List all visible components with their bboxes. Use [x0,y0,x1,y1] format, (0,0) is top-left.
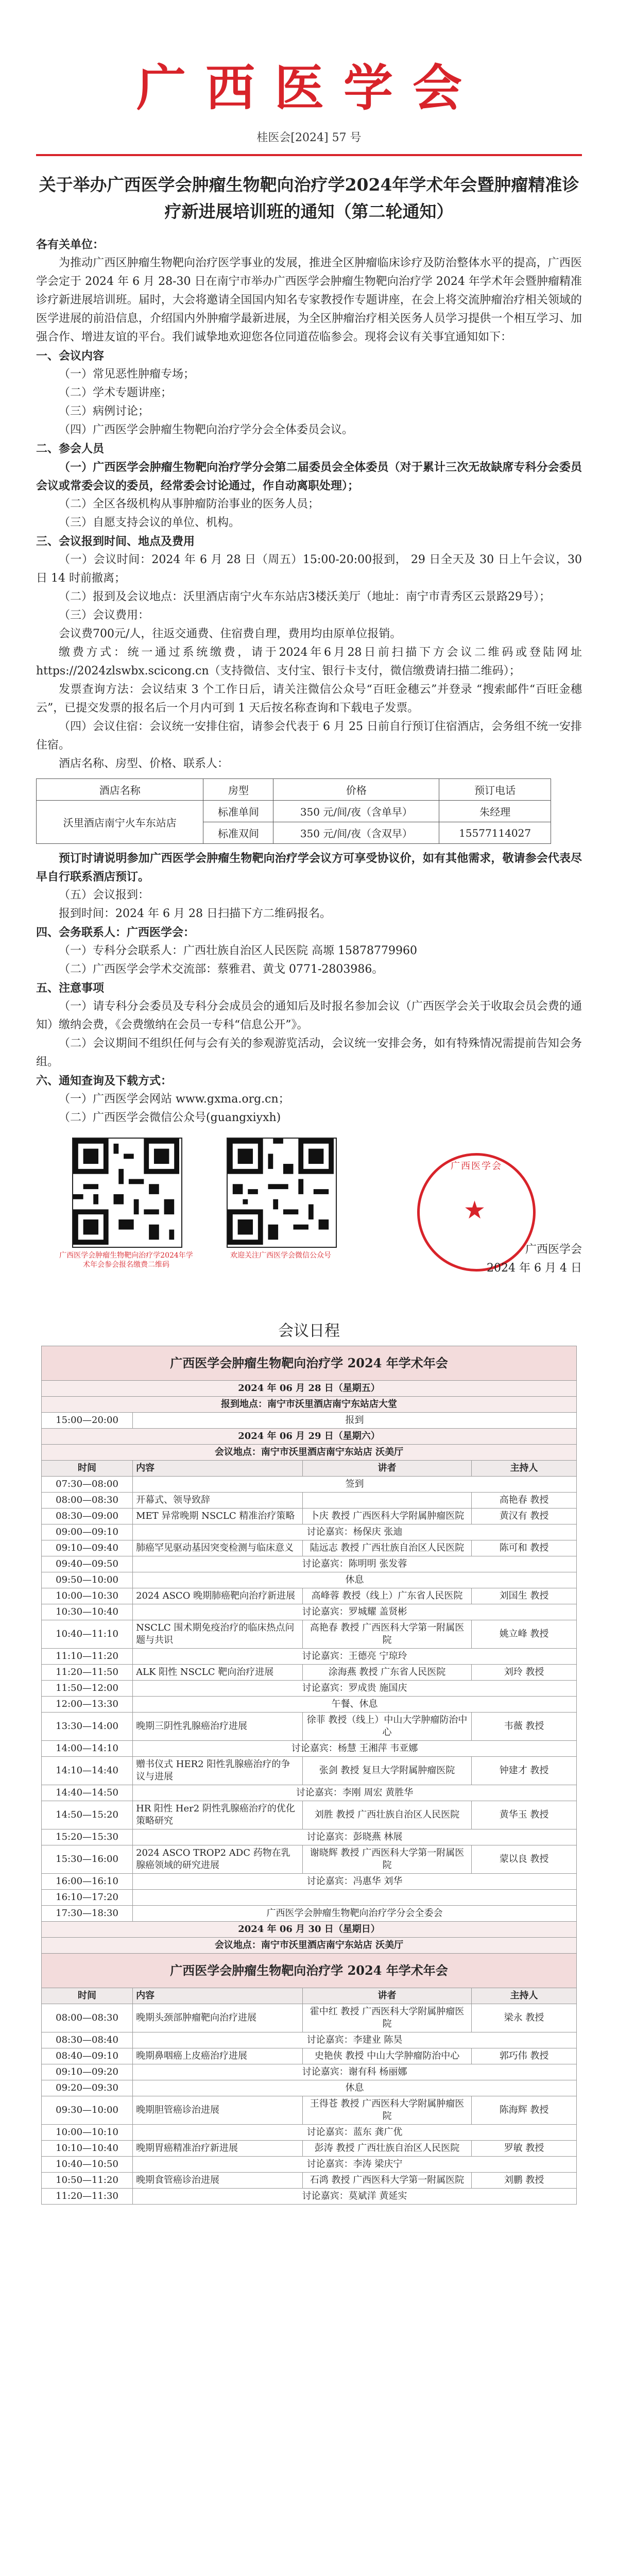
agenda-row [42,1509,577,1524]
agenda-speaker: 卜庆 教授 广西医科大学附属肿瘤医院 [302,1509,471,1524]
agenda-topic: 讨论嘉宾：莫斌洋 黄延实 [133,2189,577,2205]
agenda-row [42,2080,577,2096]
agenda-time: 10:50—11:20 [42,2173,133,2189]
agenda-topic: 2024 ASCO TROP2 ADC 药物在乳腺癌领域的研究进展 [133,1845,303,1874]
agenda-topic: 讨论嘉宾：杨保庆 张迪 [133,1524,577,1540]
agenda-row [42,1890,577,1906]
org-masthead: 广西医学会 [136,59,482,117]
agenda-time: 09:50—10:00 [42,1572,133,1588]
agenda-time: 16:10—17:20 [42,1890,133,1906]
agenda-host: 刘鹏 教授 [472,2173,577,2189]
agenda-col-header: 时间 [42,1988,133,2004]
agenda-time: 09:00—09:10 [42,1524,133,1540]
agenda-topic: ALK 阳性 NSCLC 靶向治疗进展 [133,1665,303,1681]
agenda-host: 郭巧伟 教授 [472,2048,577,2064]
agenda-time: 15:00—20:00 [42,1413,133,1429]
agenda-time: 14:50—15:20 [42,1801,133,1829]
agenda-host: 韦薇 教授 [472,1713,577,1741]
agenda-row [42,1757,577,1785]
agenda-topic: 讨论嘉宾：罗成贵 施国庆 [133,1681,577,1697]
agenda-row [42,1493,577,1509]
section-1-item: （三）病例讨论； [59,405,150,418]
agenda-row [42,1524,577,1540]
section-4-p1: （一）专科分会联系人：广西壮族自治区人民医院 高塬 15878779960 [59,944,417,957]
signature-date: 2024 年 6 月 4 日 [487,1262,582,1275]
agenda-topic: 讨论嘉宾：陈明明 张发蓉 [133,1556,577,1572]
agenda-time: 10:10—10:40 [42,2141,133,2157]
section-6-p2: （二）广西医学会微信公众号(guangxiyxh) [59,1111,281,1124]
room-type: 标准双间 [203,822,273,844]
agenda-topic: 讨论嘉宾：李刚 周宏 黄胜华 [133,1785,577,1801]
agenda-speaker: 霍中红 教授 广西医科大学附属肿瘤医院 [302,2004,471,2032]
agenda-row [42,1906,577,1922]
agenda-col-header: 主持人 [472,1988,577,2004]
section-3-p10: 报到时间：2024 年 6 月 28 日扫描下方二维码报名。 [59,907,331,920]
agenda-speaker [302,1493,471,1509]
agenda-time: 11:20—11:50 [42,1665,133,1681]
agenda-band: 广西医学会肿瘤生物靶向治疗学 2024 年学术年会 [42,1954,577,1988]
agenda-time: 11:20—11:30 [42,2189,133,2205]
hotel-name: 沃里酒店南宁火车东站店 [37,801,203,844]
agenda-time: 14:00—14:10 [42,1741,133,1757]
section-1-item: （四）广西医学会肿瘤生物靶向治疗学分会全体委员会议。 [59,423,354,436]
room-price: 350 元/间/夜（含双早） [273,822,439,844]
agenda-host: 梁永 教授 [472,2004,577,2032]
agenda-col-header: 讲者 [302,1461,471,1477]
section-5-p1: （一）请专科分会委员及专科分会成员会的通知后及时报名参加会议（广西医学会关于收取会员会费的通知）缴纳会费，《会费缴纳在会员一专科“信息公开”》。 [36,1000,582,1031]
agenda-col-header: 讲者 [302,1988,471,2004]
agenda-speaker: 徐菲 教授（线上）中山大学肿瘤防治中心 [302,1713,471,1741]
agenda-topic: 休息 [133,2080,577,2096]
agenda-time: 10:00—10:10 [42,2125,133,2141]
agenda-host: 陈海辉 教授 [472,2096,577,2125]
agenda-row [42,1845,577,1874]
agenda-row [42,1681,577,1697]
agenda-host: 陈可和 教授 [472,1540,577,1556]
agenda-speaker: 石鸿 教授 广西医科大学第一附属医院 [302,2173,471,2189]
booking-note: 预订时请说明参加广西医学会肿瘤生物靶向治疗学会议方可享受协议价，如有其他需求，敬请参会代表尽早自行联系酒店预订。 [36,852,582,884]
agenda-row [42,2032,577,2048]
intro-paragraph: 为推动广西区肿瘤生物靶向治疗医学事业的发展，推进全区肿瘤临床诊疗及防治整体水平的提高，广西医学会定于 2024 年 6 月 28-30 日在南宁市举办广西医学会肿瘤生物靶向治疗学 2024 年学术年会暨肿瘤精准诊疗新进展培训班。届时，大会将邀请全国国内知名专家教授作专题讲座，在会上将交流肿瘤治疗相关领域的医学进展的前沿信息，介绍国内外肿瘤学最新进展，为全区肿瘤治疗相关医务人员学习提供一个相互学习、加强合作、增进友谊的平台。我们诚挚地欢迎您各位同道莅临参会。现将会议有关事宜通知如下： [36,257,582,344]
agenda-time: 11:10—11:20 [42,1649,133,1665]
agenda-row [42,1665,577,1681]
agenda-row [42,1697,577,1713]
agenda-topic: 晚期鼻咽癌上皮癌治疗进展 [133,2048,303,2064]
section-3-heading: 三、会议报到时间、地点及费用 [36,535,195,548]
hotel-col-header: 房型 [203,779,273,801]
agenda-row [42,1649,577,1665]
agenda-time: 09:10—09:20 [42,2064,133,2080]
agenda-topic: 肺癌罕见驱动基因突变检测与临床意义 [133,1540,303,1556]
agenda-topic: 报到 [133,1413,577,1429]
wechat-qr-caption: 欢迎关注广西医学会微信公众号 [230,1251,331,1260]
agenda-row [42,1874,577,1890]
agenda-row [42,1829,577,1845]
doc-number: 桂医会[2024] 57 号 [256,131,362,144]
agenda-time: 11:50—12:00 [42,1681,133,1697]
agenda-time: 15:30—16:00 [42,1845,133,1874]
agenda-topic: 讨论嘉宾：李涛 梁庆宁 [133,2157,577,2173]
agenda-time: 13:30—14:00 [42,1713,133,1741]
agenda-topic: 晚期食管癌诊治进展 [133,2173,303,2189]
agenda-row [42,2141,577,2157]
agenda-topic: 午餐、休息 [133,1697,577,1713]
agenda-row [42,1588,577,1604]
agenda-row [42,1620,577,1649]
agenda-row [42,1477,577,1493]
agenda-row [42,1785,577,1801]
agenda-row [42,2004,577,2032]
agenda-time: 08:30—09:00 [42,1509,133,1524]
agenda-speaker: 史艳侠 教授 中山大学肿瘤防治中心 [302,2048,471,2064]
registration-qr-caption: 广西医学会肿瘤生物靶向治疗学2024年学术年会参会报名缴费二维码 [59,1251,193,1269]
agenda-topic: 签到 [133,1477,577,1493]
agenda-topic: 讨论嘉宾：冯惠华 刘华 [133,1874,577,1890]
agenda-topic: 广西医学会肿瘤生物靶向治疗学分会全委会 [133,1906,577,1922]
section-2-p1: （一）广西医学会肿瘤生物靶向治疗学分会第二届委员会全体委员（对于累计三次无故缺席专科分会委员会议或常委会议的委员，经常委会讨论通过，作自动离职处理）； [36,461,582,493]
section-4-p2: （二）广西医学会学术交流部：蔡雅君、黄戈 0771-2803986。 [59,963,384,976]
signature-org: 广西医学会 [525,1243,582,1256]
section-2-p3: （三）自愿支持会议的单位、机构。 [59,516,241,529]
room-type: 标准单间 [203,801,273,822]
seal-star-icon: ★ [464,1196,486,1225]
day3-rows [42,2004,577,2205]
agenda-row [42,1572,577,1588]
hotel-contact: 朱经理 [439,801,551,822]
agenda-time: 09:10—09:40 [42,1540,133,1556]
agenda-band: 广西医学会肿瘤生物靶向治疗学 2024 年学术年会 [42,1346,577,1381]
section-6-p1[interactable]: （一）广西医学会网站 www.gxma.org.cn； [59,1093,290,1106]
agenda-host: 黄华玉 教授 [472,1801,577,1829]
agenda-topic: 讨论嘉宾：蓝东 龚广优 [133,2125,577,2141]
section-5-p2: （二）会议期间不组织任何与会有关的参观游览活动，会议统一安排会务，如有特殊情况需提前告知会务组。 [36,1037,582,1069]
section-3-p2: （二）报到及会议地点：沃里酒店南宁火车东站店3楼沃美厅（地址：南宁市青秀区云景路29号）； [59,590,551,603]
agenda-speaker: 张剑 教授 复旦大学附属肿瘤医院 [302,1757,471,1785]
agenda-table [41,1346,577,2205]
agenda-topic: 讨论嘉宾：李建业 陈昊 [133,2032,577,2048]
red-divider [36,154,582,156]
agenda-topic: 讨论嘉宾：彭晓燕 林展 [133,1829,577,1845]
notice-body [0,235,618,1308]
section-3-p7: （四）会议住宿：会议统一安排住宿，请参会代表于 6 月 25 日前自行预订住宿酒店，会务组不统一安排住宿。 [36,720,582,752]
agenda-speaker: 高峰蓉 教授（线上）广东省人民医院 [302,1588,471,1604]
day-date: 2024 年 06 月 30 日（星期日） [42,1922,577,1938]
section-5-heading: 五、注意事项 [36,981,105,995]
agenda-host: 姚立峰 教授 [472,1620,577,1649]
agenda-time: 08:30—08:40 [42,2032,133,2048]
agenda-row [42,1741,577,1757]
wechat-qr-icon[interactable] [227,1138,337,1248]
agenda-host: 刘国生 教授 [472,1588,577,1604]
agenda-speaker: 陆远志 教授 广西壮族自治区人民医院 [302,1540,471,1556]
section-3-p5: 缴费方式：统一通过系统缴费，请于2024年6月28日前扫描下方会议二维码或登陆网址https://2024zlswbx.scicong.cn（支持微信、支付宝、银行卡支付，微信缴费请扫描二维码）； [36,646,582,677]
agenda-topic: 晚期头颈部肿瘤靶向治疗进展 [133,2004,303,2032]
agenda-time: 10:00—10:30 [42,1588,133,1604]
agenda-topic: NSCLC 围术期免疫治疗的临床热点问题与共识 [133,1620,303,1649]
agenda-col-header: 内容 [133,1988,303,2004]
hotel-col-header: 预订电话 [439,779,551,801]
agenda-topic: 开幕式、领导致辞 [133,1493,303,1509]
agenda-time: 10:40—10:50 [42,2157,133,2173]
agenda-topic: 讨论嘉宾：谢有科 杨丽娜 [133,2064,577,2080]
agenda-time: 09:20—09:30 [42,2080,133,2096]
agenda-topic: 晚期胆管癌诊治进展 [133,2096,303,2125]
signature-block [427,1241,582,1278]
qr-area [36,1138,582,1308]
section-2-p2: （二）全区各级机构从事肿瘤防治事业的医务人员； [59,498,320,511]
day2-rows [42,1477,577,1922]
agenda-time: 08:00—08:30 [42,1493,133,1509]
day-place: 会议地点：南宁市沃里酒店南宁东站店 沃美厅 [42,1445,577,1461]
agenda-title: 会议日程 [278,1322,340,1340]
agenda-row [42,1713,577,1741]
section-4-heading: 四、会务联系人：广西医学会： [36,926,195,939]
agenda-time: 16:00—16:10 [42,1874,133,1890]
agenda-time: 14:10—14:40 [42,1757,133,1785]
agenda-time: 10:30—10:40 [42,1604,133,1620]
section-6-heading: 六、通知查询及下载方式： [36,1074,173,1088]
agenda-row [42,1556,577,1572]
day-place: 报到地点：南宁市沃里酒店南宁东站店大堂 [42,1397,577,1413]
agenda-row [42,1801,577,1829]
agenda-time: 15:20—15:30 [42,1829,133,1845]
agenda-speaker: 高艳春 教授 广西医科大学第一附属医院 [302,1620,471,1649]
notice-title: 关于举办广西医学会肿瘤生物靶向治疗学2024年学术年会暨肿瘤精准诊疗新进展培训班的通知（第二轮通知） [39,175,579,222]
agenda-row [42,2173,577,2189]
agenda-row [42,2189,577,2205]
agenda-row [42,2157,577,2173]
agenda-topic: 休息 [133,1572,577,1588]
agenda-host: 钟建才 教授 [472,1757,577,1785]
agenda-speaker: 王得苍 教授 广西医科大学附属肿瘤医院 [302,2096,471,2125]
agenda-speaker: 谢晓辉 教授 广西医科大学第一附属医院 [302,1845,471,1874]
hotel-col-header: 价格 [273,779,439,801]
agenda-time: 07:30—08:00 [42,1477,133,1493]
hotel-table [36,778,551,844]
agenda-time: 10:40—11:10 [42,1620,133,1649]
day-place: 会议地点：南宁市沃里酒店南宁东站店 沃美厅 [42,1938,577,1954]
agenda-row [42,1540,577,1556]
agenda-time: 08:40—09:10 [42,2048,133,2064]
salutation: 各有关单位： [36,238,105,251]
agenda-host: 高艳春 教授 [472,1493,577,1509]
seal-text: 广西医学会 [451,1161,502,1172]
section-3-p1: （一）会议时间：2024 年 6 月 28 日（周五）15:00-20:00报到， 29 日全天及 30 日上午会议，30 日 14 时前撤离； [36,553,582,585]
agenda-topic: 赠书仪式 HER2 阳性乳腺癌治疗的争议与进展 [133,1757,303,1785]
section-3-p9: （五）会议报到： [59,889,150,902]
day-date: 2024 年 06 月 28 日（星期五） [42,1381,577,1397]
section-1-item: （一）常见恶性肿瘤专场； [59,368,195,381]
agenda-speaker: 涂海燕 教授 广东省人民医院 [302,1665,471,1681]
agenda-topic: 讨论嘉宾：罗城耀 盖贤彬 [133,1604,577,1620]
agenda-col-header: 内容 [133,1461,303,1477]
agenda-time: 09:40—09:50 [42,1556,133,1572]
agenda-time: 08:00—08:30 [42,2004,133,2032]
agenda-topic: 2024 ASCO 晚期肺癌靶向治疗新进展 [133,1588,303,1604]
hotel-phone: 15577114027 [439,822,551,844]
section-1-item: （二）学术专题讲座； [59,386,173,399]
section-3-p3: （三）会议费用： [59,609,150,622]
room-price: 350 元/间/夜（含单早） [273,801,439,822]
agenda-time: 09:30—10:00 [42,2096,133,2125]
agenda-speaker: 刘胜 教授 广西壮族自治区人民医院 [302,1801,471,1829]
agenda-row [42,2096,577,2125]
agenda-row [42,1604,577,1620]
agenda-topic: 讨论嘉宾：王德亮 宁琼玲 [133,1649,577,1665]
agenda-host: 罗敏 教授 [472,2141,577,2157]
agenda-row [42,2048,577,2064]
agenda-host: 刘玲 教授 [472,1665,577,1681]
agenda-speaker: 彭涛 教授 广西壮族自治区人民医院 [302,2141,471,2157]
agenda-col-header: 主持人 [472,1461,577,1477]
section-2-heading: 二、参会人员 [36,442,105,455]
agenda-topic: 晚期胃癌精准治疗新进展 [133,2141,303,2157]
agenda-row [42,2125,577,2141]
agenda-topic: 晚期三阴性乳腺癌治疗进展 [133,1713,303,1741]
agenda-host: 黄汉有 教授 [472,1509,577,1524]
agenda-topic [133,1890,577,1906]
agenda-time: 12:00—13:30 [42,1697,133,1713]
registration-qr-icon[interactable] [72,1138,182,1248]
agenda-time: 14:40—14:50 [42,1785,133,1801]
agenda-topic: 讨论嘉宾：杨慧 王湘萍 韦亚娜 [133,1741,577,1757]
section-3-p8: 酒店名称、房型、价格、联系人： [59,757,229,770]
agenda-topic: MET 异常晚期 NSCLC 精准治疗策略 [133,1509,303,1524]
agenda-topic: HR 阳性 Her2 阴性乳腺癌治疗的优化策略研究 [133,1801,303,1829]
section-3-p4: 会议费700元/人，往返交通费、住宿费自理，费用均由原单位报销。 [59,628,402,640]
section-1-heading: 一、会议内容 [36,349,105,363]
day-date: 2024 年 06 月 29 日（星期六） [42,1429,577,1445]
agenda-host: 蒙以良 教授 [472,1845,577,1874]
agenda-row [42,2064,577,2080]
section-3-p6: 发票查询方法：会议结束 3 个工作日后，请关注微信公众号“百旺金穗云”并登录 “搜索邮件“百旺金穗云”，已提交发票的报名后一个月内可到 1 天后按名称查询和下载电子发票。 [36,683,582,715]
hotel-col-header: 酒店名称 [37,779,203,801]
agenda-time: 17:30—18:30 [42,1906,133,1922]
agenda-col-header: 时间 [42,1461,133,1477]
